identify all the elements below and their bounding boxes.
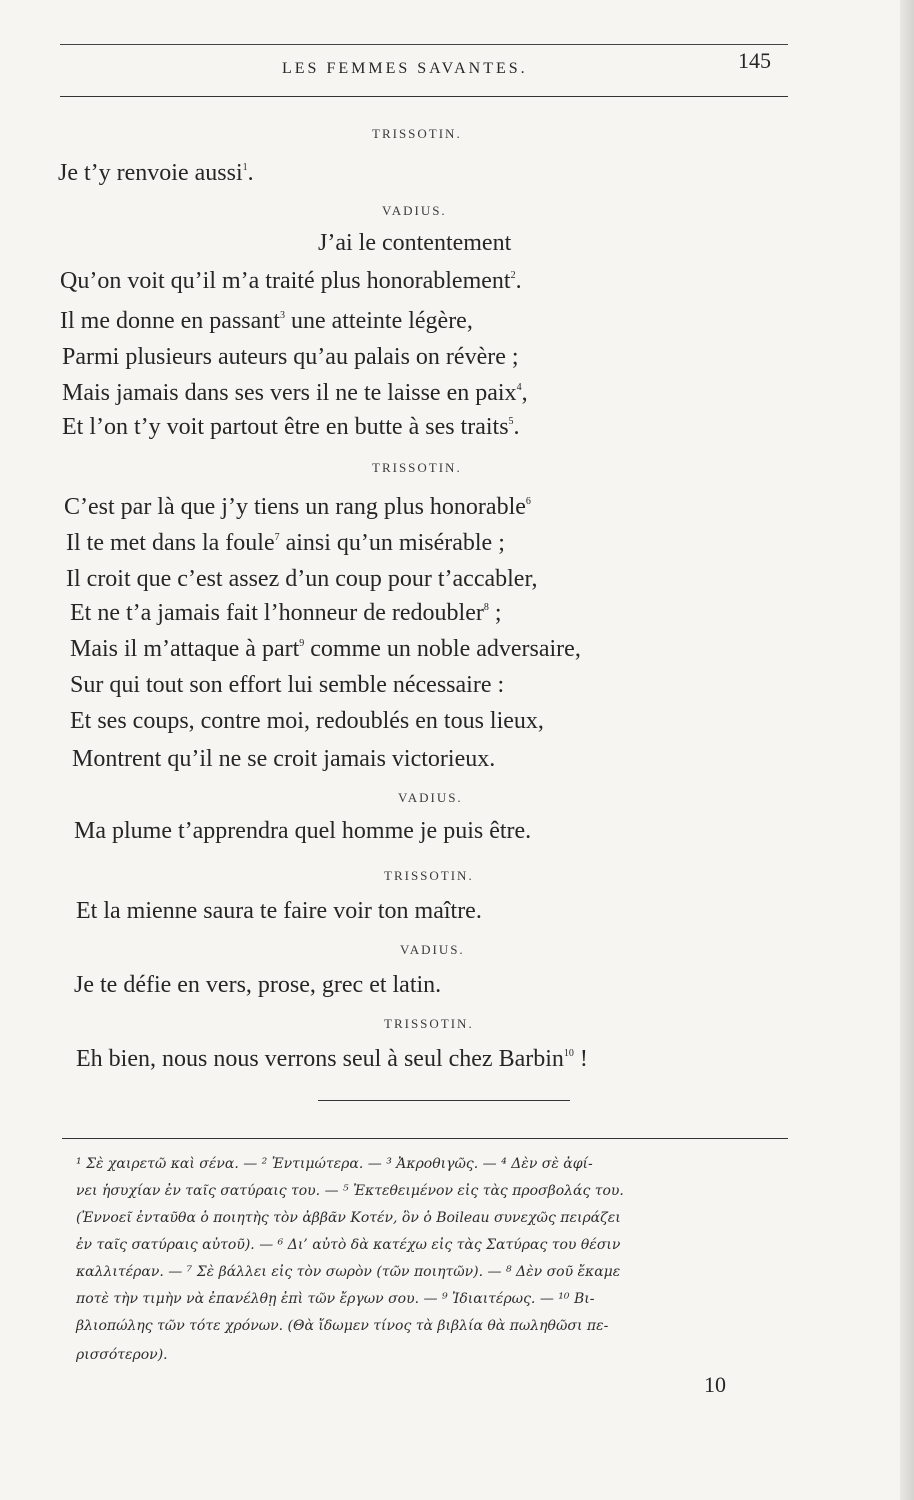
verse-text-continued: , xyxy=(521,380,528,406)
verse-line xyxy=(74,972,441,999)
footnote-marker: 4 xyxy=(516,382,522,393)
verse-line xyxy=(62,414,520,441)
verse-text: Mais il m’attaque à part xyxy=(70,636,300,662)
page-number: 145 xyxy=(738,48,771,73)
running-title: LES FEMMES SAVANTES. xyxy=(282,60,528,77)
verse-line xyxy=(62,380,528,407)
verse-line xyxy=(58,160,254,187)
verse-line xyxy=(76,1046,588,1073)
page-edge-shadow xyxy=(900,0,914,1500)
verse-text: Et l’on t’y voit partout être en butte à ses traits xyxy=(62,414,509,440)
verse-line xyxy=(70,600,502,627)
speaker-name: TRISSOTIN. xyxy=(384,868,474,883)
verse-line xyxy=(72,746,495,773)
verse-text-continued: . xyxy=(247,160,254,186)
verse-text: Et ne t’a jamais fait l’honneur de redoubler xyxy=(70,600,484,626)
speaker-name: TRISSOTIN. xyxy=(372,126,462,141)
verse-text: Parmi plusieurs auteurs qu’au palais on révère ; xyxy=(62,344,519,370)
verse-line xyxy=(62,344,519,371)
verse-line xyxy=(60,268,522,295)
footnote-line: (Ἐννοεῖ ἐνταῦθα ὁ ποιητὴς τὸν ἀββᾶν Κοτέν, ὃν ὁ Boileau συνεχῶς πειράζει xyxy=(76,1210,621,1226)
footnote-line: βλιοπώλης τῶν τότε χρόνων. (Θὰ ἴδωμεν τίνος τὰ βιβλία θὰ πωληθῶσι πε- xyxy=(76,1318,609,1334)
verse-text-continued: ! xyxy=(573,1046,588,1072)
footnote-line: ρισσότερον). xyxy=(76,1347,168,1363)
verse-line xyxy=(60,308,473,335)
verse-line xyxy=(70,636,581,663)
footnote-marker: 3 xyxy=(279,310,285,321)
verse-line xyxy=(74,818,531,845)
footnote-marker: 5 xyxy=(508,416,514,427)
verse-text: Il te met dans la foule xyxy=(66,530,275,556)
footnote-marker: 6 xyxy=(525,496,531,507)
top-rule xyxy=(60,44,788,45)
verse-text: J’ai le contentement xyxy=(318,230,512,256)
verse-text: Ma plume t’apprendra quel homme je puis être. xyxy=(74,818,532,844)
footnote-line: ποτὲ τὴν τιμὴν νὰ ἐπανέλθῃ ἐπὶ τῶν ἔργων σου. — ⁹ Ἰδιαιτέρως. — ¹⁰ Βι- xyxy=(76,1291,595,1307)
speaker-name: VADIUS. xyxy=(398,790,463,805)
footnote-marker: 7 xyxy=(274,532,280,543)
speaker-name: VADIUS. xyxy=(400,942,465,957)
verse-text-continued: ; xyxy=(488,600,502,626)
verse-text: Il me donne en passant xyxy=(60,308,280,334)
verse-text: Sur qui tout son effort lui semble nécessaire : xyxy=(70,672,505,698)
verse-text: C’est par là que j’y tiens un rang plus honorable xyxy=(64,494,526,520)
verse-text-continued: . xyxy=(513,414,520,440)
verse-line xyxy=(76,898,482,925)
signature-mark: 10 xyxy=(704,1372,726,1397)
header-rule xyxy=(60,96,788,97)
verse-line xyxy=(66,566,538,593)
verse-text: Je t’y renvoie aussi xyxy=(58,160,243,186)
verse-text-continued: ainsi qu’un misérable ; xyxy=(279,530,505,556)
verse-line xyxy=(70,708,544,735)
footnote-line: καλλιτέραν. — ⁷ Σὲ βάλλει εἰς τὸν σωρὸν (τῶν ποιητῶν). — ⁸ Δὲν σοῦ ἔκαμε xyxy=(76,1264,621,1280)
verse-line xyxy=(64,494,531,521)
verse-line xyxy=(70,672,504,699)
verse-text: Montrent qu’il ne se croit jamais victorieux. xyxy=(72,746,496,772)
footnote-marker: 8 xyxy=(483,602,489,613)
speaker-name: TRISSOTIN. xyxy=(384,1016,474,1031)
verse-text: Je te défie en vers, prose, grec et latin. xyxy=(74,972,442,998)
footnote-line: ¹ Σὲ χαιρετῶ καὶ σένα. — ² Ἐντιμώτερα. — ³ Ἀκροθιγῶς. — ⁴ Δὲν σὲ ἀφί- xyxy=(76,1156,593,1172)
speaker-name: VADIUS. xyxy=(382,203,447,218)
verse-text-continued: comme un noble adversaire, xyxy=(304,636,581,662)
verse-text-continued: une atteinte légère, xyxy=(284,308,473,334)
verse-text: Mais jamais dans ses vers il ne te laisse en paix xyxy=(62,380,517,406)
verse-line xyxy=(66,530,505,557)
verse-text: Il croit que c’est assez d’un coup pour t’accabler, xyxy=(66,566,538,592)
verse-text: Qu’on voit qu’il m’a traité plus honorablement xyxy=(60,268,511,294)
footnote-marker: 1 xyxy=(242,162,248,173)
verse-text: Et la mienne saura te faire voir ton maître. xyxy=(76,898,482,924)
end-of-text-rule xyxy=(318,1100,570,1101)
footnote-rule xyxy=(62,1138,788,1139)
speaker-name: TRISSOTIN. xyxy=(372,460,462,475)
footnote-line: νει ἡσυχίαν ἐν ταῖς σατύραις του. — ⁵ Ἐκτεθειμένον εἰς τὰς προσβολάς του. xyxy=(76,1183,624,1199)
verse-text: Et ses coups, contre moi, redoublés en tous lieux, xyxy=(70,708,544,734)
footnote-marker: 2 xyxy=(510,270,516,281)
verse-text: Eh bien, nous nous verrons seul à seul chez Barbin xyxy=(76,1046,564,1072)
footnote-marker: 9 xyxy=(299,638,305,649)
footnote-marker: 10 xyxy=(563,1048,574,1059)
verse-line xyxy=(318,230,511,257)
verse-text-continued: . xyxy=(515,268,522,294)
footnote-line: ἐν ταῖς σατύραις αὐτοῦ). — ⁶ Δι’ αὐτὸ δὰ κατέχω εἰς τὰς Σατύρας του θέσιν xyxy=(76,1237,621,1253)
